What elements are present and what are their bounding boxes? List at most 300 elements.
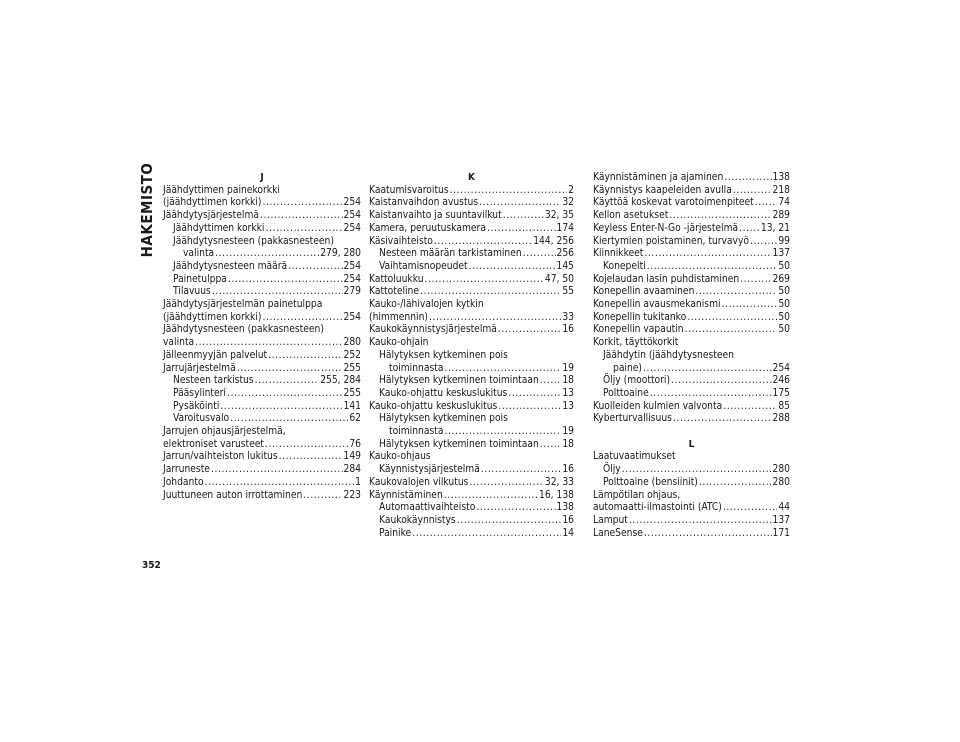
index-entry-page: 16: [562, 464, 574, 476]
index-entry-page: 32, 35: [544, 210, 574, 222]
index-entry-term: Hälytyksen kytkeminen toimintaan: [379, 438, 539, 450]
index-entry-term: LaneSense: [593, 527, 643, 539]
index-entry: [163, 312, 361, 325]
index-entry-page: 269: [772, 273, 790, 285]
index-entry-page: 255: [343, 362, 361, 374]
index-entry-page: 137: [772, 248, 790, 260]
index-entry-leader: [476, 502, 555, 515]
index-entry: [593, 274, 790, 287]
index-entry-page: 141: [343, 400, 361, 412]
index-entry-term: Konepelti: [603, 260, 646, 272]
index-entry-term: Jälleenmyyjän palvelut: [163, 349, 268, 361]
index-entry-page: 18: [562, 375, 574, 387]
index-entry-term: Kauko-ohjattu keskuslukitus: [369, 400, 498, 412]
index-entry: [163, 413, 361, 426]
index-entry-term: Hälytyksen kytkeminen toimintaan: [379, 375, 539, 387]
index-entry: [593, 528, 790, 541]
index-column-2: [369, 172, 574, 540]
index-entry: [369, 528, 574, 541]
index-entry-leader: [457, 515, 562, 528]
index-entry-leader: [669, 210, 771, 223]
index-entry-page: 252: [343, 349, 361, 361]
index-entry: [163, 197, 361, 210]
index-entry-page: 85: [778, 400, 790, 412]
index-entry: [593, 172, 790, 185]
index-entry-leader: [228, 274, 343, 287]
index-entry-term: Jäähdyttimen painekorkki: [163, 184, 280, 196]
index-entry-leader: [650, 388, 772, 401]
index-entry-leader: [671, 375, 771, 388]
index-entry-term: Kiertymien poistaminen, turvavyö: [593, 235, 749, 247]
index-entry-term: (jäähdyttimen korkki): [163, 311, 262, 323]
index-entry-term: Lämpötilan ohjaus,: [593, 489, 681, 501]
index-entry-term: Juuttuneen auton irrottaminen: [163, 489, 303, 501]
index-entry: [593, 401, 790, 414]
index-entry-page: 32, 33: [544, 476, 574, 488]
index-entry-leader: [673, 413, 772, 426]
index-entry-term: Painetulppa: [173, 273, 227, 285]
index-entry-page: 55: [562, 286, 574, 298]
index-entry-term: Nesteen määrän tarkistaminen: [379, 248, 522, 260]
index-entry: [593, 312, 790, 325]
index-entry: [593, 477, 790, 490]
index-entry: [593, 502, 790, 515]
index-entry: [593, 286, 790, 299]
index-entry-leader: [740, 274, 771, 287]
index-entry: [369, 388, 574, 401]
index-entry-page: 255, 284: [320, 375, 361, 387]
index-entry-term: Kaistanvaihdon avustus: [369, 197, 479, 209]
index-entry-page: 254: [772, 362, 790, 374]
index-entry-term: Öljy: [603, 464, 621, 476]
index-entry-term: Kaistanvaihto ja suuntavilkut: [369, 210, 502, 222]
index-entry: [593, 185, 790, 198]
index-entry-leader: [723, 401, 777, 414]
index-entry-term: automaatti-ilmastointi (ATC): [593, 502, 722, 514]
index-entry: [369, 401, 574, 414]
index-entry-page: 1: [355, 476, 361, 488]
index-entry-leader: [695, 286, 777, 299]
index-entry: [593, 375, 790, 388]
index-entry-page: 254: [343, 311, 361, 323]
index-entry-term: Varoitusvalo: [173, 413, 230, 425]
index-entry-leader: [481, 464, 562, 477]
index-entry-page: 254: [343, 210, 361, 222]
index-entry-leader: [255, 375, 320, 388]
index-entry-page: 174: [556, 222, 574, 234]
index-entry-term: Korkit, täyttökorkit: [593, 337, 679, 349]
index-entry-page: 254: [343, 273, 361, 285]
index-entry: [369, 274, 574, 287]
index-entry-term: Painike: [379, 527, 412, 539]
index-entry-leader: [508, 388, 561, 401]
index-entry-page: 254: [343, 197, 361, 209]
index-entry-term: Konepellin tukitanko: [593, 311, 687, 323]
index-entry: [163, 185, 361, 198]
index-entry-term: elektroniset varusteet: [163, 438, 265, 450]
index-entry-leader: [450, 185, 568, 198]
index-entry: [593, 413, 790, 426]
index-entry-page: 13, 21: [760, 222, 790, 234]
index-entry: [593, 248, 790, 261]
index-entry-leader: [629, 515, 772, 528]
index-entry: [593, 324, 790, 337]
index-entry-page: 33: [562, 311, 574, 323]
index-entry-page: 255: [343, 387, 361, 399]
index-entry-leader: [205, 477, 355, 490]
index-entry: [163, 248, 361, 261]
index-entry-term: Lamput: [593, 514, 628, 526]
index-spacer: [593, 426, 790, 439]
index-entry-page: 19: [562, 362, 574, 374]
index-entry-page: 76: [349, 438, 361, 450]
index-entry: [163, 337, 361, 350]
index-entry-page: 284: [343, 464, 361, 476]
index-entry-term: toiminnasta: [389, 362, 444, 374]
index-entry-leader: [503, 210, 544, 223]
index-entry-leader: [444, 363, 561, 376]
index-entry: [593, 451, 790, 464]
index-entry: [593, 464, 790, 477]
index-entry-term: Kauko-/lähivalojen kytkin: [369, 299, 484, 311]
index-entry-term: Käynnistys kaapeleiden avulla: [593, 184, 732, 196]
index-entry: [163, 490, 361, 503]
index-entry-term: Öljy (moottori): [603, 375, 671, 387]
index-entry-term: Jäähdytysjärjestelmän painetulppa: [163, 299, 323, 311]
index-entry-page: 14: [562, 527, 574, 539]
index-entry-leader: [687, 312, 777, 325]
index-entry: [593, 515, 790, 528]
index-entry-term: toiminnasta: [389, 426, 444, 438]
index-entry-leader: [262, 312, 342, 325]
index-entry-page: 137: [772, 514, 790, 526]
index-entry-leader: [739, 223, 760, 236]
index-entry-term: Jarrujärjestelmä: [163, 362, 236, 374]
index-entry-term: Jarruneste: [163, 464, 210, 476]
index-entry: [163, 236, 361, 249]
index-entry-page: 175: [772, 387, 790, 399]
index-entry-term: Automaattivaihteisto: [379, 502, 476, 514]
index-entry: [369, 299, 574, 312]
index-entry-leader: [724, 172, 771, 185]
index-entry: [369, 236, 574, 249]
index-entry: [369, 197, 574, 210]
index-entry: [163, 223, 361, 236]
index-entry-page: 16, 138: [539, 489, 574, 501]
index-entry-page: 138: [556, 502, 574, 514]
index-entry: [163, 286, 361, 299]
index-entry-leader: [279, 451, 343, 464]
index-entry: [163, 477, 361, 490]
index-entry: [163, 388, 361, 401]
index-entry-term: Konepellin vapautin: [593, 324, 684, 336]
index-letter-heading: J: [260, 172, 264, 183]
index-entry: [163, 261, 361, 274]
index-entry: [369, 426, 574, 439]
index-entry-term: Kaukovalojen vilkutus: [369, 476, 469, 488]
index-entry-term: Polttoaine: [603, 387, 649, 399]
index-entry-page: 13: [562, 400, 574, 412]
index-entry: [163, 324, 361, 337]
index-entry-page: 50: [778, 286, 790, 298]
index-entry: [369, 464, 574, 477]
index-entry: [369, 210, 574, 223]
index-entry-leader: [469, 261, 556, 274]
index-entry: [369, 363, 574, 376]
index-entry: [593, 388, 790, 401]
index-entry-page: 149: [343, 451, 361, 463]
index-entry-leader: [699, 477, 772, 490]
index-entry-term: Kauko-ohjattu keskuslukitus: [379, 387, 508, 399]
index-entry-page: 50: [778, 260, 790, 272]
index-entry-page: 47, 50: [544, 273, 574, 285]
index-entry-leader: [212, 286, 343, 299]
index-entry-term: Johdanto: [163, 476, 204, 488]
index-entry-term: Kattoteline: [369, 286, 420, 298]
index-entry: [593, 223, 790, 236]
index-entry-leader: [195, 337, 342, 350]
index-entry: [163, 451, 361, 464]
index-entry: [593, 363, 790, 376]
index-entry-leader: [425, 274, 544, 287]
index-entry-page: 16: [562, 324, 574, 336]
index-entry-leader: [265, 223, 342, 236]
index-entry-term: Laatuvaatimukset: [593, 451, 676, 463]
index-entry: [369, 515, 574, 528]
index-entry: [593, 337, 790, 350]
index-entry: [593, 197, 790, 210]
index-entry: [369, 350, 574, 363]
index-entry-page: 171: [772, 527, 790, 539]
index-entry-term: Vaihtamisnopeudet: [379, 260, 468, 272]
index-entry-page: 218: [772, 184, 790, 196]
index-entry-term: (himmennin): [369, 311, 428, 323]
index-entry-term: Jäähdytysnesteen (pakkasnesteen): [173, 235, 334, 247]
index-entry-page: 246: [772, 375, 790, 387]
index-entry: [163, 350, 361, 363]
index-entry-leader: [469, 477, 543, 490]
index-entry-leader: [215, 248, 319, 261]
index-entry-page: 280: [772, 476, 790, 488]
section-tab-label: HAKEMISTO: [138, 162, 156, 258]
index-entry: [369, 223, 574, 236]
index-entry-page: 138: [772, 172, 790, 183]
index-entry-leader: [434, 236, 532, 249]
index-entry: [369, 337, 574, 350]
index-entry-leader: [644, 248, 771, 261]
index-entry-term: Jäähdytysnesteen (pakkasnesteen): [163, 324, 324, 336]
index-entry-term: Käynnistäminen ja ajaminen: [593, 172, 724, 183]
index-column-3: [593, 172, 790, 540]
index-entry: [369, 502, 574, 515]
index-entry-leader: [647, 261, 778, 274]
index-entry: [163, 299, 361, 312]
index-entry-term: Hälytyksen kytkeminen pois: [379, 413, 508, 425]
index-entry-leader: [540, 439, 562, 452]
index-entry-term: Jäähdytysjärjestelmä: [163, 210, 259, 222]
index-entry: [593, 210, 790, 223]
index-entry: [593, 236, 790, 249]
index-entry-leader: [722, 299, 778, 312]
index-entry: [369, 439, 574, 452]
index-entry: [163, 210, 361, 223]
index-entry-leader: [444, 490, 538, 503]
index-entry-leader: [237, 363, 343, 376]
index-entry-leader: [262, 197, 342, 210]
index-entry: [369, 490, 574, 503]
index-entry-leader: [498, 324, 561, 337]
index-entry-term: Jäähdytin (jäähdytysnesteen: [603, 349, 734, 361]
index-entry-page: 32: [562, 197, 574, 209]
index-entry: [163, 375, 361, 388]
index-entry-page: 99: [778, 235, 790, 247]
index-entry-page: 288: [772, 413, 790, 425]
index-entry-page: 44: [778, 502, 790, 514]
index-entry-term: Käynnistäminen: [369, 489, 443, 501]
index-entry-leader: [265, 439, 348, 452]
index-entry-leader: [733, 185, 772, 198]
index-entry-page: 256: [556, 248, 574, 260]
index-entry-page: 50: [778, 324, 790, 336]
index-entry-term: Pääsylinteri: [173, 387, 226, 399]
index-entry-term: valinta: [183, 248, 215, 260]
index-entry-term: Kojelaudan lasin puhdistaminen: [593, 273, 740, 285]
index-entry-leader: [227, 388, 343, 401]
index-entry-leader: [429, 312, 561, 325]
index-entry-term: Kaukokäynnistys: [379, 514, 456, 526]
index-letter-heading: L: [688, 438, 695, 450]
index-entry-leader: [211, 464, 343, 477]
index-entry-page: 280: [772, 464, 790, 476]
index-entry-page: 289: [772, 210, 790, 222]
index-entry-term: Tilavuus: [173, 286, 211, 298]
index-entry-term: Konepellin avausmekanismi: [593, 299, 721, 311]
index-entry: [163, 274, 361, 287]
index-entry-term: valinta: [163, 337, 195, 349]
index-entry: [163, 426, 361, 439]
index-entry-page: 145: [556, 260, 574, 272]
index-entry: [593, 350, 790, 363]
index-entry: [369, 185, 574, 198]
index-entry-leader: [643, 363, 771, 376]
index-entry: [163, 401, 361, 414]
index-entry-term: Nesteen tarkistus: [173, 375, 254, 387]
index-entry-term: Jarrujen ohjausjärjestelmä,: [163, 426, 286, 438]
index-entry-leader: [412, 528, 561, 541]
index-entry-leader: [523, 248, 556, 261]
index-entry-leader: [755, 197, 778, 210]
index-entry-term: Käynnistysjärjestelmä: [379, 464, 480, 476]
index-entry: [369, 248, 574, 261]
index-entry-leader: [420, 286, 561, 299]
index-entry-page: 50: [778, 311, 790, 323]
index-entry-page: 16: [562, 514, 574, 526]
section-tab: [138, 158, 156, 262]
index-entry-leader: [685, 324, 778, 337]
index-entry: [163, 464, 361, 477]
index-entry: [369, 286, 574, 299]
index-letter-heading: K: [468, 172, 475, 183]
index-entry-term: Hälytyksen kytkeminen pois: [379, 349, 508, 361]
index-entry-term: Pysäköinti: [173, 400, 220, 412]
index-entry: [369, 312, 574, 325]
index-entry-page: 280: [343, 337, 361, 349]
index-entry-page: 144, 256: [533, 235, 574, 247]
index-entry: [369, 413, 574, 426]
index-entry-term: Käyttöä koskevat varotoimenpiteet: [593, 197, 754, 209]
index-entry-term: Kauko-ohjaus: [369, 451, 431, 463]
index-entry: [369, 261, 574, 274]
index-entry-term: Jäähdytysnesteen määrä: [173, 260, 288, 272]
index-entry: [593, 261, 790, 274]
index-entry-leader: [444, 426, 561, 439]
index-entry-page: 18: [562, 438, 574, 450]
index-entry-term: Kyberturvallisuus: [593, 413, 672, 425]
index-entry-leader: [723, 502, 777, 515]
index-entry-term: Jäähdyttimen korkki: [173, 222, 265, 234]
index-entry-term: paine): [613, 362, 643, 374]
index-entry-page: 74: [778, 197, 790, 209]
index-entry-term: (jäähdyttimen korkki): [163, 197, 262, 209]
index-entry-page: 254: [343, 222, 361, 234]
index-entry-term: Konepellin avaaminen: [593, 286, 695, 298]
index-entry-term: Kattoluukku: [369, 273, 424, 285]
index-entry-leader: [303, 490, 342, 503]
index-entry-page: 2: [568, 184, 574, 196]
index-entry-leader: [644, 528, 772, 541]
index-entry-leader: [540, 375, 562, 388]
page-number: 352: [142, 560, 161, 571]
index-entry-term: Polttoaine (bensiinit): [603, 476, 698, 488]
index-column-1: [163, 172, 361, 502]
index-entry-term: Kellon asetukset: [593, 210, 669, 222]
index-entry-term: Kuolleiden kulmien valvonta: [593, 400, 723, 412]
index-entry-term: Kiinnikkeet: [593, 248, 644, 260]
index-entry-term: Käsivaihteisto: [369, 235, 433, 247]
index-entry-page: 62: [349, 413, 361, 425]
index-entry-leader: [479, 197, 561, 210]
index-entry-page: 254: [343, 260, 361, 272]
index-entry-page: 223: [343, 489, 361, 501]
index-entry: [369, 324, 574, 337]
index-entry-term: Kauko-ohjain: [369, 337, 429, 349]
index-entry: [593, 299, 790, 312]
index-entry-page: 50: [778, 299, 790, 311]
index-entry: [163, 439, 361, 452]
index-entry-page: 279, 280: [320, 248, 361, 260]
index-entry-leader: [487, 223, 556, 236]
index-entry-leader: [230, 413, 348, 426]
index-entry-leader: [498, 401, 561, 414]
index-entry-leader: [268, 350, 342, 363]
index-entry: [369, 477, 574, 490]
index-entry-leader: [750, 236, 777, 249]
index-entry: [163, 363, 361, 376]
index-entry: [369, 375, 574, 388]
index-entry-leader: [288, 261, 342, 274]
index-entry: [593, 490, 790, 503]
index-entry-term: Kaukokäynnistysjärjestelmä: [369, 324, 497, 336]
index-entry-term: Kaatumisvaroitus: [369, 184, 449, 196]
index-entry-term: Jarrun/vaihteiston lukitus: [163, 451, 278, 463]
index-entry-page: 19: [562, 426, 574, 438]
index-entry-page: 279: [343, 286, 361, 298]
index-entry-page: 13: [562, 387, 574, 399]
index-entry-term: Kamera, peruutuskamera: [369, 222, 486, 234]
index-entry-leader: [622, 464, 772, 477]
index-entry: [369, 451, 574, 464]
index-entry-leader: [260, 210, 343, 223]
